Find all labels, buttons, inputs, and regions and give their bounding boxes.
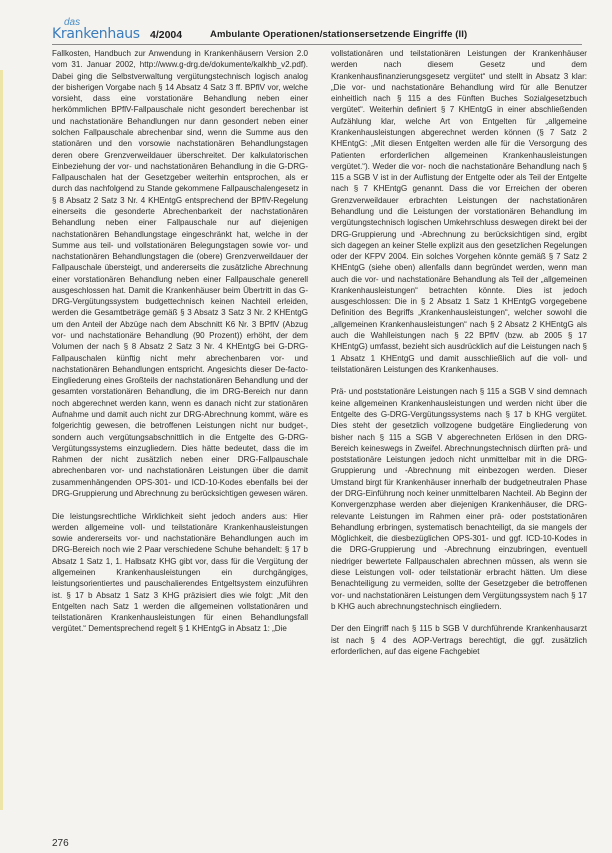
page-number: 276 — [52, 838, 69, 849]
right-paragraph-2: Prä- und poststationäre Leistungen nach § 115 a SGB V sind demnach keine allgemeinen Krankenhausleistungen und werden nicht über die Entgelte des G-DRG-Vergütungssystems nach § 17 b KHG vergütet. Dies steht der gesetzlich vollzogene budgetäre Eingliederung von bisher nach § 115 a SGB V abgerechneten Erlösen in den DRG-Bereich keineswegs in Zweifel. Abrechnungstechnisch dürften prä- und poststationäre Leistungen jedoch nicht unmittelbar mit in die DRG-Gruppierung und -Abrechnung mit einbezogen werden. Dieser Umstand birgt für Krankenhäuser innerhalb der budgetneutralen Phase der DRG-Einführung noch keiner unmittelbaren Nachteil. Ab Beginn der Konvergenzphase werden aber diejenigen Krankenhäuser, die DRG-relevante Leistungen im Rahmen einer prä- oder poststationären Behandlung erbringen, systematisch benachteiligt, da sie mangels der Möglichkeit, die diesbezüglichen OPS-301- und ggf. ICD-10-Kodes in die DRG-Gruppierung und -Abrechnung einzubringen, eventuell niedriger bewertete Fallpauschalen abrechnen müssen, als wenn sie diese Leistungen voll- oder teilstationär erbracht hätten. Um diese Benachteiligung zu vermeiden, sollte der Gesetzgeber die betroffenen vor- und nachstationären Leistungen dem Vergütungssystem nach § 17 b KHG auch abrechnungstechnisch eingliedern. — [331, 387, 587, 611]
journal-logo — [52, 17, 147, 43]
left-paragraph-2: Die leistungsrechtliche Wirklichkeit sieht jedoch anders aus: Hier werden allgemeine voll- und teilstationäre Krankenhausleistungen sowie andererseits vor- und nachstationäre Behandlungen auch im DRG-Bereich noch wie 2 Paar verschiedene Schuhe behandelt: § 17 b Absatz 1 Satz 1, 1. Halbsatz KHG gibt vor, dass für die Vergütung der allgemeinen Krankenhausleistungen ein durchgängiges, leistungsorientiertes und pauschalierendes Entgeltsystem einzuführen ist. § 17 b Absatz 1 Satz 3 KHG präzisiert dies wie folgt: „Mit den Entgelten nach Satz 1 werden die allgemeinen vollstationären und teilstationären Krankenhausleistungen für einen Behandlungsfall vergütet.“ Dementsprechend regelt § 1 KHEntgG in Absatz 1: „Die — [52, 511, 308, 634]
left-paragraph-1: Fallkosten, Handbuch zur Anwendung in Krankenhäusern Version 2.0 vom 31. Januar 2002, http://www.g-drg.de/dokumente/kalkhb_v2.pdf). Dabei ging die Selbstverwaltung vergütungstechnisch logisch analog der bisherigen Vorgabe nach § 14 Absatz 4 Satz 3 ff. BPflV vor, welche vorsieht, dass eine vorstationäre Behandlung neben einer herkömmlichen BPflV-Fallpauschale nicht gesondert berechenbar ist und nachstationäre Behandlungen nur dann gesondert neben einer solchen Fallpauschale abrechenbar sind, wenn die Summe aus den stationären und den vorsowie nachstationären Behandlungstagen deren obere Grenzverweildauer überschreitet. Der kalkulatorischen Einbeziehung der vor- und nachstationären Behandlung in die G-DRG-Fallpauschalen hat der Gesetzgeber weiterhin entsprochen, als er durch das nachfolgend zu Stande gekommene Fallpauschalengesetz in § 8 Absatz 2 Satz 3 Nr. 4 KHEntgG entsprechend der BPflV-Regelung einerseits die gesonderte Abrechenbarkeit der nachstationären Behandlung neben einer Fallpauschale nur auf diejenigen nachstationären Behandlungstage eingeschränkt hat, welche in der Summe aus teil- und vollstationären Belegungstagen sowie vor- und nachstationären Behandlungstagen die (obere) Grenzverweildauer der Fallpauschale übersteigt, und andererseits die zusätzliche Abrechnung einer vorstationären Behandlung neben einer Fallpauschale generell ausgeschlossen hat. Damit die Krankenhäuser beim Übertritt in das G-DRG-Vergütungssystem budgettechnisch keinen Nachteil erleiden, werden die Gesamtbeträge gemäß § 3 Absatz 3 Satz 3 Nr. 2 KHEntgG um den Anteil der Abzüge nach dem Abschnitt K6 Nr. 3 BPflV (Abzug vor- und nachstationäre Behandlung (90 Prozent)) erhöht, der dem Volumen der nach § 8 Absatz 2 Satz 3 Nr. 4 KHEntgG bei G-DRG-Fallpauschalen künftig nicht mehr abrechenbaren vor- und nachstationären Behandlungen entspricht. Angesichts dieser De-facto-Eingliederung eines Großteils der nachstationären Behandlung und der gesamten vorstationären Behandlung, die im DRG-Bereich nur dann noch abgerechnet werden kann, wenn es danach nicht zur stationären Aufnahme und damit auch nicht zur DRG-Abrechnung kommt, wäre es folgerichtig gewesen, die betroffenen Leistungen nicht nur budget-, sondern auch vergütungsabschnittlich in die Entgelte des G-DRG-Vergütungssystems einzugliedern. Dies hätte bedeutet, dass die im Rahmen der nicht zusätzlich neben einer DRG-Fallpauschale abrechenbaren vor- und nachstationären Leistungen über die damit zusammenhängenden OPS-301- und ICD-10-Kodes ebenfalls bei der DRG-Gruppierung und Abrechnung zu berücksichtigen gewesen wären. — [52, 49, 308, 498]
left-column — [52, 48, 308, 848]
right-column — [331, 48, 587, 848]
right-paragraph-1: vollstationären und teilstationären Leistungen der Krankenhäuser werden nach diesem Gesetz und dem Krankenhausfinanzierungsgesetz vergütet“ und stellt in Absatz 3 klar: „Die vor- und nachstationäre Behandlung wird für alle Benutzer einheitlich nach § 115 a des Fünften Buches Sozialgesetzbuch vergütet“. Weiterhin definiert § 7 KHEntgG in einer abschließenden Aufzählung klar, welche Art von Entgelten für „allgemeine Krankenhausleistungen abgerechnet werden können (§ 7 Satz 2 KHEntgG: „Mit diesen Entgelten werden alle für die Versorgung des Patienten erforderlichen allgemeinen Krankenhausleistungen vergütet.“). Weder die vor- noch die nachstationäre Behandlung nach § 115 a SGB V ist in der Auflistung der Entgelte oder als Teil der Entgelte nach § 7 KHEntgG genannt. Dass die vor Erreichen der oberen Grenzverweildauer erbrachten Leistungen der nachstationären Behandlung und die Leistungen der vorstationären Behandlung im vergütungstechnisch logischen Umkehrschluss deswegen direkt bei der DRG-Gruppierung und -Abrechnung zu berücksichtigen sind, ergibt sich dagegen an keiner Stelle explizit aus den gesetzlichen Regelungen oder der KFPV 2004. Ein solches Vorgehen könnte gemäß § 7 Satz 2 KHEntgG (siehe oben) allenfalls dann begründet werden, wenn man auch die vor- und nachstationäre Behandlung als Teil der „allgemeinen Krankenhausleistungen“ betrachten könnte. Dies ist jedoch ausgeschlossen: Die in § 2 Absatz 1 Satz 1 KHEntgG vorgegebene Definition des Begriffs „Krankenhausleistungen“, welcher sowohl die „allgemeinen Krankenhausleistungen“ nach § 2 Absatz 2 KHEntgG als auch die Wahlleistungen nach § 22 BPflV (bzw. ab 2005 § 17 KHEntgG) umfasst, bezieht sich ausdrücklich auf die Leistungen nach § 1 Absatz 1 KHEntgG und damit ausschließlich auf die voll- und teilstationären Leistungen des Krankenhauses. — [331, 49, 587, 374]
right-paragraph-3: Der den Eingriff nach § 115 b SGB V durchführende Krankenhausarzt ist nach § 4 des AOP-Vertrags berechtigt, die ggf. zusätzlich erforderlichen, auf das eigene Fachgebiet — [331, 624, 587, 656]
logo-main-text: Krankenhaus — [52, 26, 140, 42]
issue-number: 4/2004 — [150, 29, 183, 41]
page-edge-tint — [0, 70, 3, 810]
logo-small-text: das — [64, 17, 81, 28]
header-rule — [52, 44, 582, 45]
section-title: Ambulante Operationen/stationsersetzende Eingriffe (II) — [210, 29, 468, 40]
running-header — [52, 17, 582, 45]
